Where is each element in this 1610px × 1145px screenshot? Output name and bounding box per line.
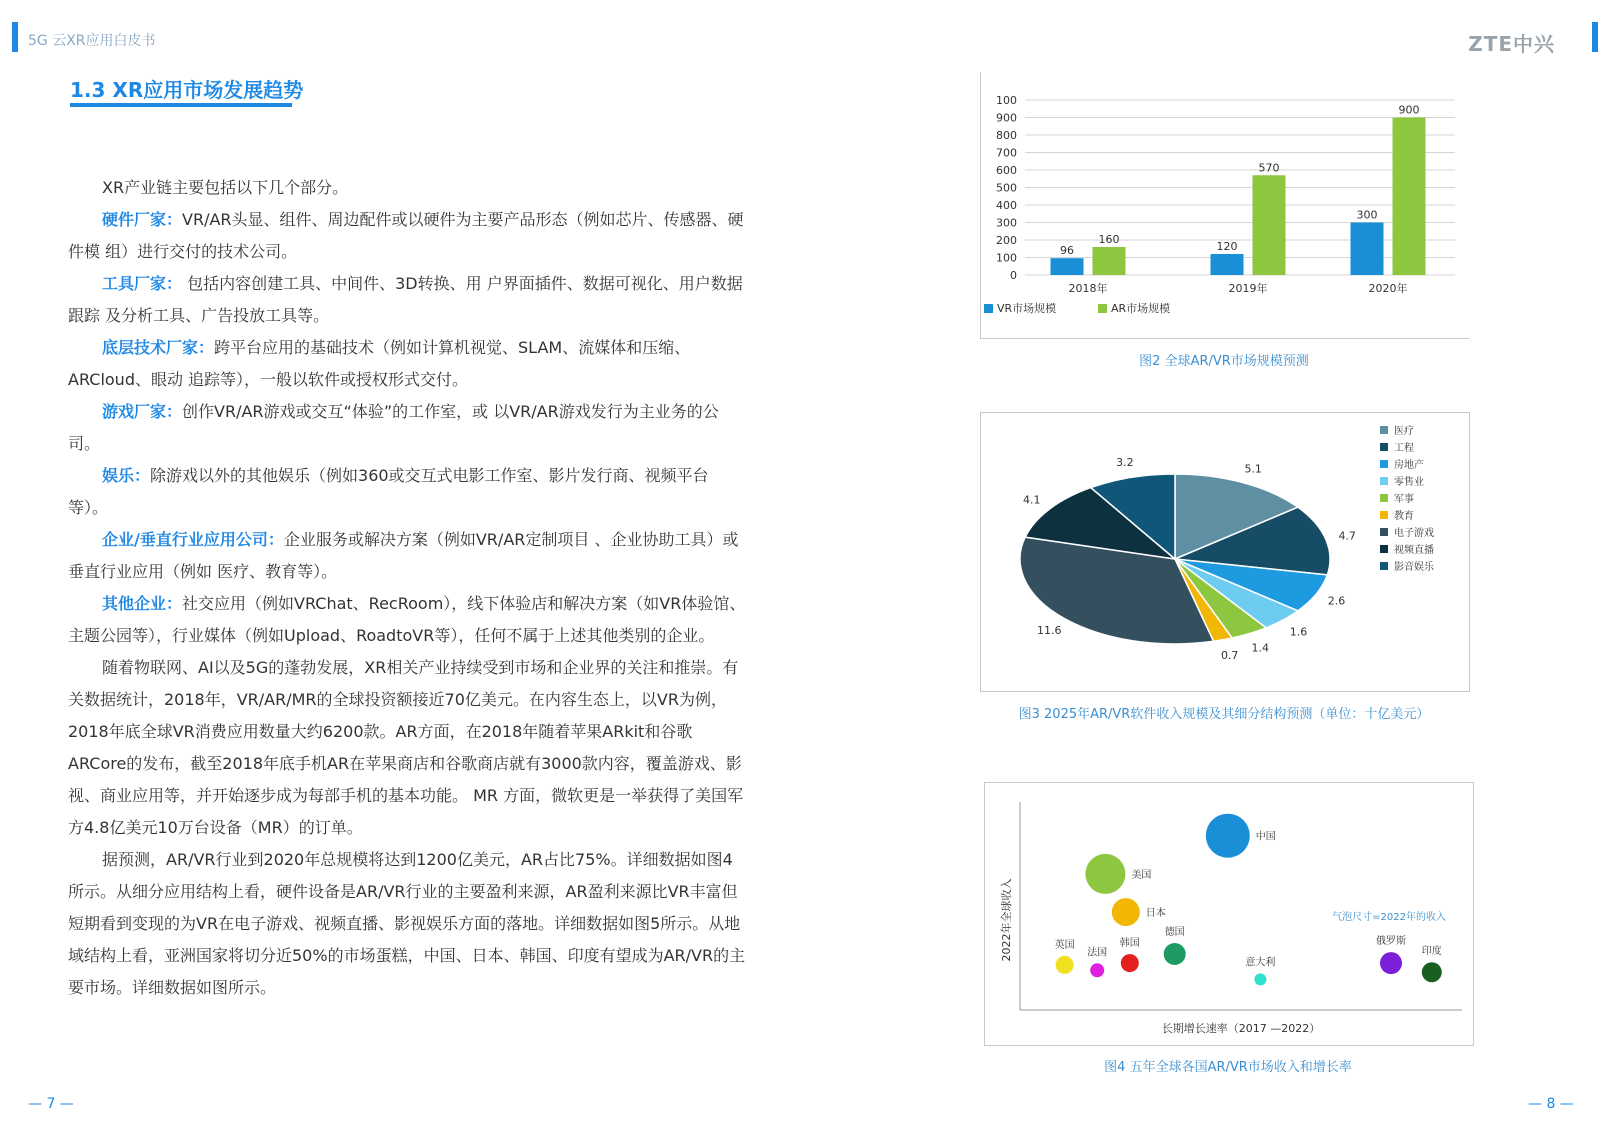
legend-swatch-vr	[984, 304, 993, 313]
y-tick-label: 100	[996, 94, 1017, 107]
item-label: 娱乐：	[102, 466, 151, 485]
y-axis-label: 2022年全球收入	[1000, 878, 1013, 962]
item-games	[68, 396, 748, 460]
item-others	[68, 588, 748, 652]
legend-swatch	[1380, 528, 1388, 536]
legend-label: 房地产	[1394, 460, 1424, 471]
legend-swatch	[1380, 511, 1388, 519]
legend-swatch	[1380, 562, 1388, 570]
page-number-left: — 7 —	[28, 1096, 74, 1112]
item-text: 社交应用（例如VRChat、RecRoom），线下体验店和解决方案（如VR体验馆、主题公园等），行业媒体（例如Upload、RoadtoVR等），任何不属于上述其他类别的企业。	[68, 594, 746, 645]
item-text: VR/AR头显、组件、周边配件或以硬件为主要产品形态（例如芯片、传感器、硬件模 组）进行交付的技术公司。	[68, 210, 744, 261]
pie-value-label: 1.6	[1289, 625, 1308, 639]
figure-2-caption: 图2 全球AR/VR市场规模预测	[1139, 354, 1309, 369]
bar-value-label: 96	[1060, 244, 1074, 258]
bar-value-label: 900	[1398, 103, 1420, 117]
bubble-label: 意大利	[1245, 957, 1276, 969]
pie-value-label: 11.6	[1037, 624, 1062, 638]
item-label: 其他企业：	[102, 594, 183, 613]
bubble	[1164, 943, 1186, 965]
pie-value-label: 5.1	[1244, 462, 1262, 476]
bar-chart	[980, 72, 1468, 338]
body-text	[68, 172, 748, 1004]
pie-value-label: 3.2	[1116, 456, 1134, 470]
item-text: 除游戏以外的其他娱乐（例如360或交互式电影工作室、影片发行商、视频平台等）。	[68, 466, 709, 517]
bubble-label: 韩国	[1119, 938, 1140, 950]
bubble-label: 美国	[1131, 869, 1152, 881]
item-label: 工具厂家：	[102, 274, 183, 293]
bubble-label: 英国	[1054, 939, 1075, 951]
section-title: 1.3 XR应用市场发展趋势	[70, 78, 304, 102]
bubble	[1056, 956, 1074, 974]
bubble	[1085, 854, 1125, 894]
legend-swatch	[1380, 426, 1388, 434]
y-tick-label: 500	[996, 181, 1017, 195]
legend-swatch-ar	[1098, 304, 1107, 313]
item-text: 跨平台应用的基础技术（例如计算机视觉、SLAM、流媒体和压缩、ARCloud、眼动 追踪等），一般以软件或授权形式交付。	[68, 338, 691, 389]
legend-swatch	[1380, 494, 1388, 502]
bar-ar	[1093, 247, 1126, 275]
x-tick-label: 2018年	[1068, 282, 1108, 295]
pie-chart	[980, 412, 1468, 690]
item-label: 底层技术厂家：	[102, 338, 215, 357]
bar-vr	[1211, 254, 1244, 275]
bar-ar	[1393, 118, 1426, 276]
item-hardware	[68, 204, 748, 268]
x-tick-label: 2019年	[1228, 282, 1268, 295]
bubble-label: 中国	[1255, 831, 1276, 843]
legend-label: 零售业	[1394, 477, 1424, 488]
intro-paragraph: XR产业链主要包括以下几个部分。	[102, 178, 349, 197]
pie-value-label: 1.4	[1251, 641, 1270, 655]
bar-value-label: 120	[1216, 240, 1238, 253]
bubble	[1380, 952, 1402, 974]
bubble	[1254, 973, 1266, 985]
bubble-label: 日本	[1145, 908, 1166, 920]
bar-ar	[1253, 175, 1286, 275]
bubble-label: 法国	[1087, 947, 1108, 959]
pie-value-label: 0.7	[1220, 649, 1239, 663]
legend-label-vr: VR市场规模	[997, 302, 1057, 315]
legend-label: 影音娱乐	[1394, 562, 1434, 573]
item-label: 游戏厂家：	[102, 402, 183, 421]
bar-value-label: 570	[1258, 161, 1280, 175]
x-axis-label: 长期增长速率（2017 —2022）	[1161, 1022, 1321, 1035]
item-entertainment	[68, 460, 748, 524]
bubble-label: 印度	[1421, 946, 1442, 958]
y-tick-label: 600	[996, 164, 1017, 177]
item-base-tech	[68, 332, 748, 396]
header-accent-bar-left	[12, 22, 18, 52]
legend-swatch	[1380, 477, 1388, 485]
document-title: 5G 云XR应用白皮书	[28, 33, 156, 49]
bubble	[1090, 963, 1104, 977]
item-text: 企业服务或解决方案（例如VR/AR定制项目 、企业协助工具）或垂直行业应用（例如 医疗、教育等）。	[68, 530, 739, 581]
bubble-size-note: 气泡尺寸=2022年的收入	[1332, 912, 1446, 923]
legend-label: 教育	[1394, 511, 1414, 522]
page-number-right: — 8 —	[1528, 1096, 1574, 1112]
item-text: 包括内容创建工具、中间件、3D转换、用 户界面插件、数据可视化、用户数据跟踪 及分析工具、广告投放工具等。	[68, 274, 743, 325]
legend-label: 电子游戏	[1394, 528, 1434, 539]
bubble-chart	[984, 782, 1472, 1044]
legend-swatch	[1380, 460, 1388, 468]
bar-value-label: 160	[1098, 233, 1120, 246]
legend-label: 视频直播	[1394, 545, 1434, 556]
paragraph-forecast: 据预测，AR/VR行业到2020年总规模将达到1200亿美元，AR占比75%。详细数据如图4所示。从细分应用结构上看，硬件设备是AR/VR行业的主要盈利来源，AR盈利来源比VR丰富但短期看到变现的为VR在电子游戏、视频直播、影视娱乐方面的落地。详细数据如图5所示。从地域结构上看，亚洲国家将切分近50%的市场蛋糕，中国、日本、韩国、印度有望成为AR/VR的主要市场。详细数据如图所示。	[68, 850, 746, 997]
legend-label: 医疗	[1394, 426, 1414, 437]
bubble-label: 俄罗斯	[1376, 936, 1406, 948]
x-tick-label: 2020年	[1368, 282, 1408, 295]
pie-value-label: 2.6	[1327, 594, 1346, 608]
y-tick-label: 0	[1010, 269, 1017, 282]
legend-label: 工程	[1394, 443, 1414, 454]
bar-vr	[1051, 258, 1084, 275]
y-tick-label: 900	[996, 111, 1017, 125]
legend-swatch	[1380, 443, 1388, 451]
y-tick-label: 700	[996, 146, 1017, 160]
figure-3-caption: 图3 2025年AR/VR软件收入规模及其细分结构预测（单位：十亿美元）	[1018, 707, 1430, 722]
item-label: 硬件厂家：	[102, 210, 183, 229]
header-accent-bar-right	[1592, 22, 1598, 52]
bubble	[1121, 954, 1139, 972]
y-tick-label: 300	[996, 216, 1017, 230]
bubble	[1112, 898, 1140, 926]
bubble	[1422, 962, 1442, 982]
y-tick-label: 400	[996, 199, 1017, 212]
bubble-label: 德国	[1164, 927, 1185, 938]
section-underline	[70, 103, 292, 107]
legend-label: 军事	[1394, 494, 1414, 505]
legend-label-ar: AR市场规模	[1111, 302, 1171, 315]
y-tick-label: 200	[996, 234, 1017, 247]
item-label: 企业/垂直行业应用公司：	[102, 530, 284, 549]
item-enterprise	[68, 524, 748, 588]
pie-value-label: 4.7	[1338, 529, 1356, 543]
y-tick-label: 100	[996, 251, 1017, 265]
legend-swatch	[1380, 545, 1388, 553]
figure-4-caption: 图4 五年全球各国AR/VR市场收入和增长率	[1104, 1060, 1352, 1075]
item-tools	[68, 268, 748, 332]
item-text: 创作VR/AR游戏或交互“体验”的工作室，或 以VR/AR游戏发行为主业务的公司。	[68, 402, 719, 453]
pie-value-label: 4.1	[1023, 493, 1041, 507]
zte-logo: ZTE中兴	[1468, 32, 1555, 56]
y-tick-label: 800	[996, 129, 1017, 142]
bubble	[1206, 814, 1250, 858]
bar-value-label: 300	[1356, 208, 1378, 222]
bar-vr	[1351, 223, 1384, 276]
paragraph-market-growth: 随着物联网、AI以及5G的蓬勃发展，XR相关产业持续受到市场和企业界的关注和推崇。有关数据统计，2018年，VR/AR/MR的全球投资额接近70亿美元。在内容生态上，以VR为例，2018年底全球VR消费应用数量大约6200款。AR方面，在2018年随着苹果ARkit和谷歌ARCore的发布，截至2018年底手机AR在苹果商店和谷歌商店就有3000款内容，覆盖游戏、影视、商业应用等，并开始逐步成为每部手机的基本功能。 MR 方面，微软更是一举获得了美国军方4.8亿美元10万台设备（MR）的订单。	[68, 658, 744, 837]
